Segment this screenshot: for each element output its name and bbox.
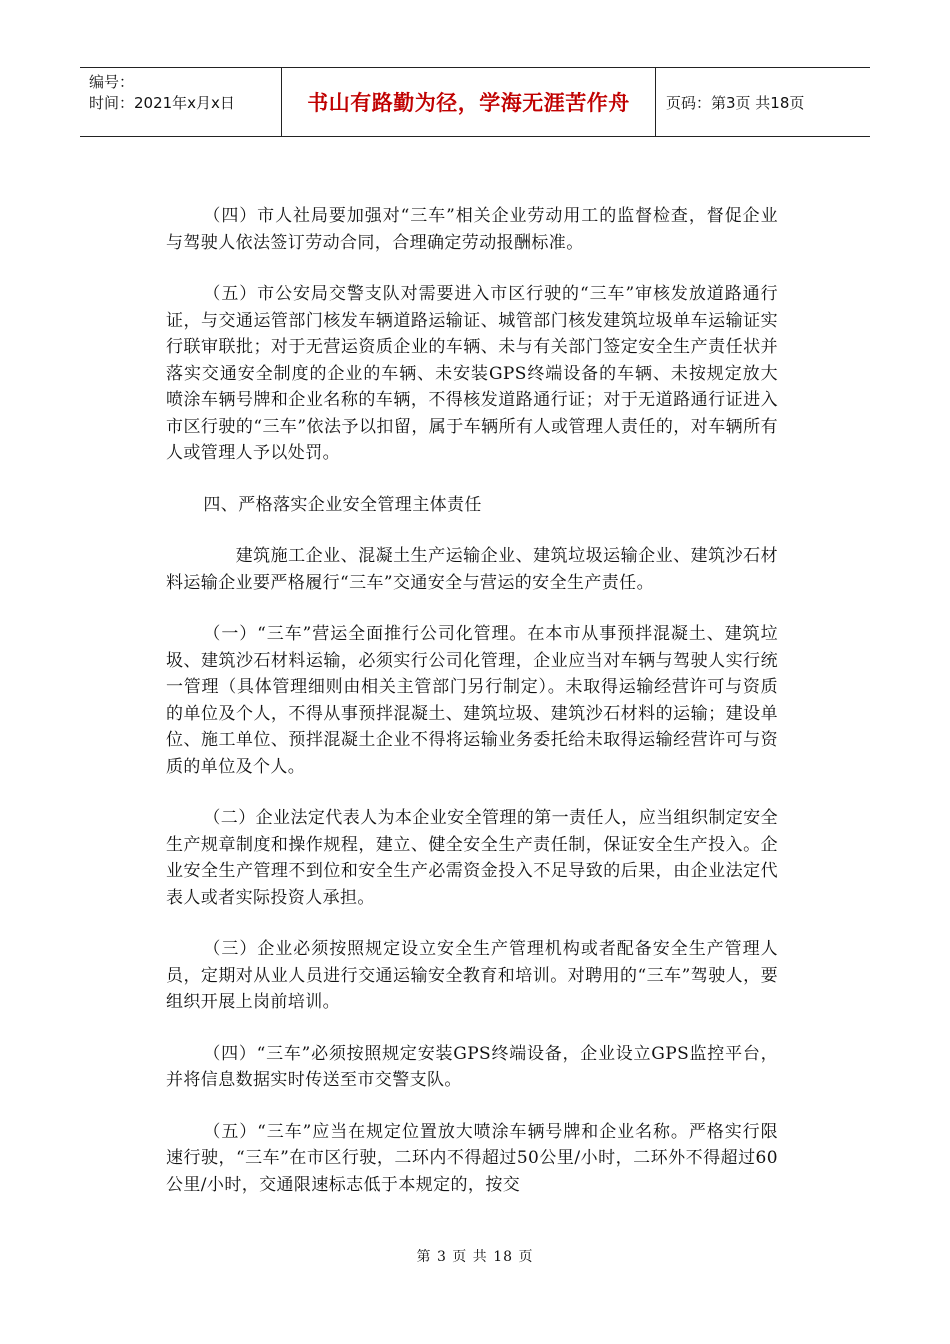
- page-footer: 第 3 页 共 18 页: [416, 1249, 534, 1265]
- header-meta: [80, 68, 282, 136]
- header-page-info: 页码：第3页 共18页: [666, 93, 805, 112]
- paragraph: （五）市公安局交警支队对需要进入市区行驶的“三车”审核发放道路通行证，与交通运管部门核发车辆道路运输证、城管部门核发建筑垃圾单车运输证实行联审联批；对于无营运资质企业的车辆、未与有关部门签定安全生产责任状并落实交通安全制度的企业的车辆、未安装GPS终端设备的车辆、未按规定放大喷涂车辆号牌和企业名称的车辆，不得核发道路通行证；对于无道路通行证进入市区行驶的“三车”依法予以扣留，属于车辆所有人或管理人责任的，对车辆所有人或管理人予以处罚。: [166, 284, 778, 463]
- paragraph: （三）企业必须按照规定设立安全生产管理机构或者配备安全生产管理人员，定期对从业人员进行交通运输安全教育和培训。对聘用的“三车”驾驶人，要组织开展上岗前培训。: [166, 939, 778, 1012]
- paragraph: 建筑施工企业、混凝土生产运输企业、建筑垃圾运输企业、建筑沙石材料运输企业要严格履行“三车”交通安全与营运的安全生产责任。: [166, 546, 778, 593]
- document-body: [166, 203, 778, 1223]
- paragraph: （二）企业法定代表人为本企业安全管理的第一责任人，应当组织制定安全生产规章制度和操作规程，建立、健全安全生产责任制，保证安全生产投入。企业安全生产管理不到位和安全生产必需资金投入不足导致的后果，由企业法定代表人或者实际投资人承担。: [166, 808, 778, 908]
- paragraph: （四）“三车”必须按照规定安装GPS终端设备，企业设立GPS监控平台，并将信息数据实时传送至市交警支队。: [166, 1043, 778, 1090]
- paragraph: （四）市人社局要加强对“三车”相关企业劳动用工的监督检查，督促企业与驾驶人依法签订劳动合同，合理确定劳动报酬标准。: [166, 206, 778, 253]
- header-motto: 书山有路勤为径，学海无涯苦作舟: [282, 68, 656, 136]
- paragraph: （五）“三车”应当在规定位置放大喷涂车辆号牌和企业名称。严格实行限速行驶，“三车”在市区行驶，二环内不得超过50公里/小时，二环外不得超过60公里/小时，交通限速标志低于本规定的，按交: [166, 1121, 778, 1195]
- document-number-label: 编号：: [89, 73, 135, 91]
- page-header: [80, 67, 870, 137]
- paragraph: （一）“三车”营运全面推行公司化管理。在本市从事预拌混凝土、建筑垃圾、建筑沙石材料运输，必须实行公司化管理，企业应当对车辆与驾驶人实行统一管理（具体管理细则由相关主管部门另行制定）。未取得运输经营许可与资质的单位及个人，不得从事预拌混凝土、建筑垃圾、建筑沙石材料的运输；建设单位、施工单位、预拌混凝土企业不得将运输业务委托给未取得运输经营许可与资质的单位及个人。: [166, 624, 778, 777]
- section-heading: 四、严格落实企业安全管理主体责任: [203, 494, 482, 515]
- document-date: 时间：2021年x月x日: [89, 94, 235, 112]
